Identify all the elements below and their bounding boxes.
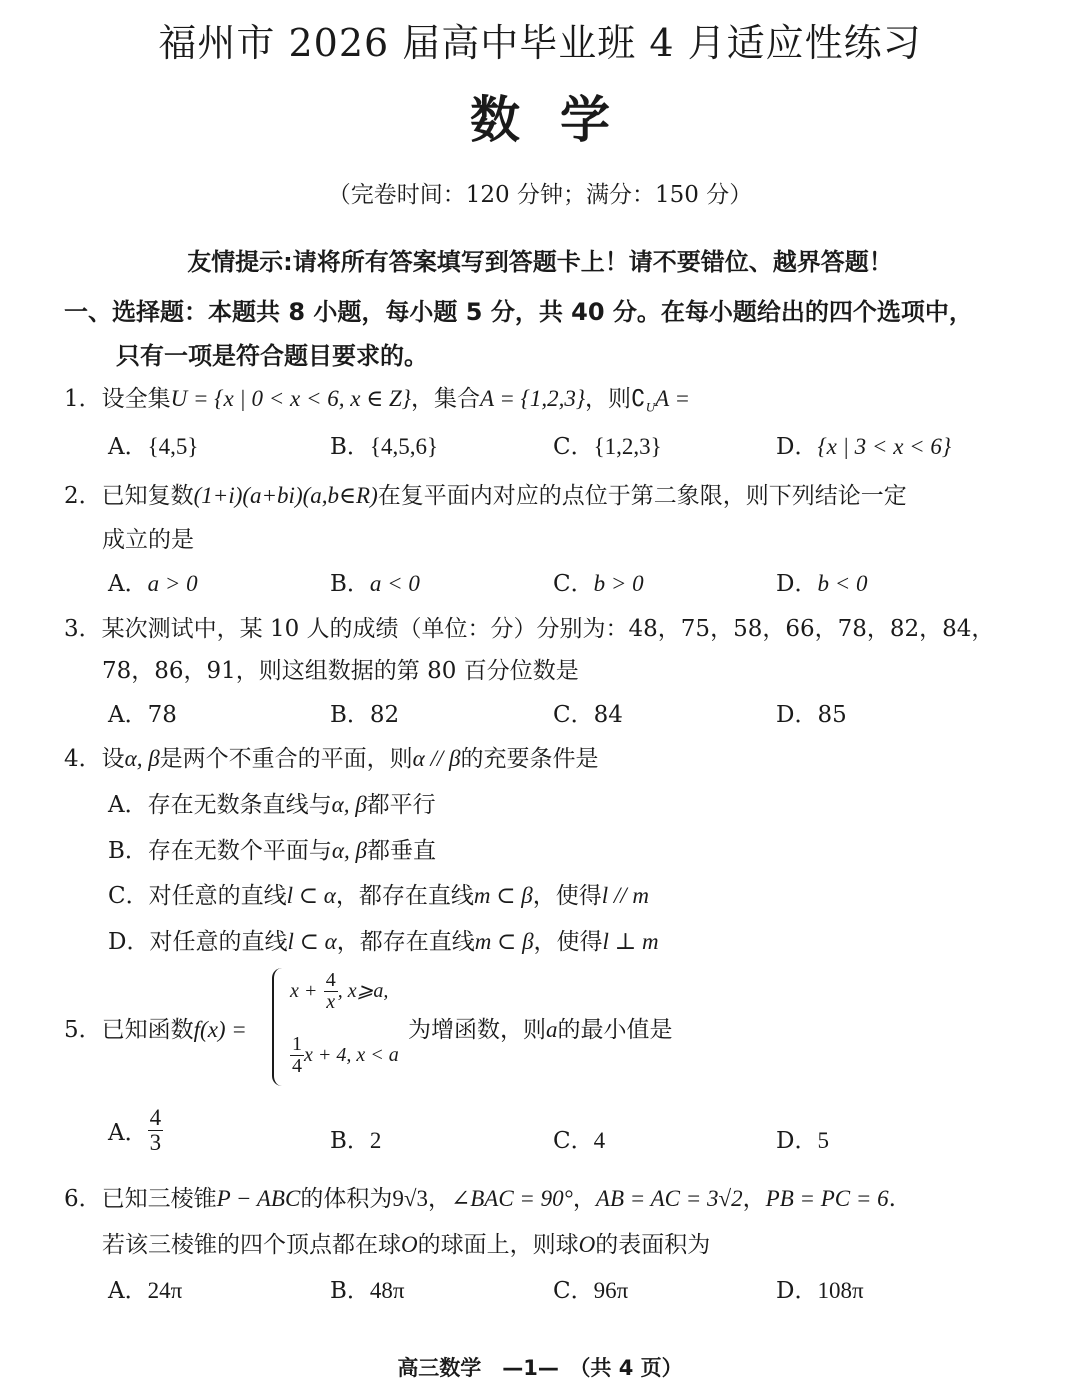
math-expression: l ⊂ α — [286, 883, 336, 908]
option-label: A． — [108, 792, 148, 818]
section-heading-line2: 只有一项是符合题目要求的。 — [116, 342, 428, 370]
q6-option-a — [108, 1272, 182, 1305]
fraction-denominator: 3 — [149, 1130, 162, 1156]
question-text: 若该三棱锥的四个顶点都在球 — [102, 1232, 401, 1258]
math-expression: 9√3 — [392, 1186, 428, 1211]
question-5-intro — [64, 1011, 247, 1044]
option-label: C． — [553, 571, 594, 597]
section-heading-line1: 一、选择题：本题共 8 小题，每小题 5 分，共 40 分。在每小题给出的四个选项中， — [64, 298, 973, 326]
math-expression: l // m — [601, 883, 649, 908]
q5-option-d — [776, 1122, 829, 1155]
option-text: 存在无数个平面与 — [147, 838, 332, 864]
math-expression: x + — [290, 980, 318, 1002]
math-expression: , x⩾a, — [337, 980, 389, 1002]
math-expression: P − ABC — [216, 1186, 301, 1211]
option-label: A． — [108, 702, 148, 728]
fraction — [148, 1106, 164, 1155]
question-5-tail — [408, 1011, 673, 1044]
q6-option-d — [776, 1272, 864, 1305]
question-text: . — [888, 1186, 896, 1212]
q3-option-c — [553, 696, 623, 729]
option-text: 108π — [817, 1278, 864, 1303]
question-text: ， — [427, 1186, 451, 1212]
option-label: A． — [108, 1120, 148, 1147]
option-text: 对任意的直线 — [148, 883, 287, 909]
option-label: D． — [776, 434, 818, 460]
option-label: B． — [330, 1128, 370, 1154]
q4-option-b — [108, 832, 436, 865]
q1-option-d — [776, 428, 951, 461]
page-footer: 高三数学 —1— （共 4 页） — [397, 1356, 683, 1380]
math-expression: l ⊂ α — [287, 929, 337, 954]
option-text: 对任意的直线 — [149, 929, 288, 955]
math-expression: U = {x | 0 < x < 6, x ∈ Z} — [170, 386, 411, 411]
question-text: 是两个不重合的平面，则 — [159, 746, 413, 772]
q4-option-a — [108, 786, 436, 819]
q2-option-c — [553, 565, 644, 598]
option-label: D． — [108, 929, 150, 955]
question-text: 的体积为 — [300, 1186, 393, 1212]
question-text: 的最小值是 — [557, 1017, 673, 1043]
question-3 — [64, 610, 994, 643]
option-label: A． — [108, 434, 148, 460]
q2-option-d — [776, 565, 867, 598]
q6-option-b — [330, 1272, 405, 1305]
q5-option-a — [108, 1106, 163, 1155]
q4-option-d — [108, 923, 659, 956]
option-label: C． — [108, 883, 149, 909]
complement-symbol: ∁ — [631, 386, 646, 411]
math-expression: AB = AC = 3√2 — [595, 1186, 743, 1211]
option-text: 84 — [593, 702, 623, 728]
option-text: 都平行 — [366, 792, 436, 818]
question-text: 已知函数 — [101, 1017, 194, 1043]
question-text: ，则 — [585, 386, 632, 412]
option-label: C． — [553, 1278, 594, 1304]
option-text: {x | 3 < x < 6} — [817, 434, 952, 459]
q1-option-b — [330, 428, 438, 461]
question-number: 6． — [64, 1186, 102, 1212]
q2-option-a — [108, 565, 198, 598]
math-expression: m ⊂ β — [474, 929, 534, 954]
option-text: b < 0 — [817, 571, 868, 596]
option-text: a > 0 — [147, 571, 198, 596]
q3-option-d — [776, 696, 847, 729]
question-text: 设 — [101, 746, 125, 772]
option-text: 24π — [147, 1278, 183, 1303]
math-expression: α, β — [331, 792, 367, 817]
option-text: 78 — [147, 702, 177, 728]
math-variable: a — [546, 1017, 558, 1042]
option-text: {1,2,3} — [593, 434, 662, 459]
option-label: C． — [553, 434, 594, 460]
option-label: D． — [776, 1278, 818, 1304]
q5-option-c — [553, 1122, 605, 1155]
q4-option-c — [108, 877, 649, 910]
piecewise-case-2 — [290, 1034, 399, 1077]
option-label: A． — [108, 571, 148, 597]
q3-option-b — [330, 696, 399, 729]
question-6-line2 — [102, 1226, 710, 1259]
option-label: B． — [330, 434, 370, 460]
q1-option-c — [553, 428, 662, 461]
q5-option-b — [330, 1122, 381, 1155]
fraction — [324, 970, 338, 1013]
question-text: 设全集 — [101, 386, 171, 412]
fraction-denominator: 4 — [292, 1055, 302, 1077]
option-text: {4,5,6} — [369, 434, 438, 459]
question-text: ， — [742, 1186, 766, 1212]
exam-title: 福州市 2026 届高中毕业班 4 月适应性练习 — [158, 21, 922, 65]
piecewise-brace — [272, 968, 288, 1086]
option-text: 都垂直 — [366, 838, 436, 864]
question-number: 2． — [64, 483, 102, 509]
exam-time-info: （完卷时间：120 分钟；满分：150 分） — [327, 182, 753, 208]
question-3-line2: 78，86，91，则这组数据的第 80 百分位数是 — [102, 658, 579, 684]
option-text: 4 — [593, 1128, 606, 1153]
option-text: 2 — [369, 1128, 382, 1153]
question-text: 某次测试中，某 10 人的成绩（单位：分）分别为：48，75，58，66，78，82，84， — [101, 616, 995, 642]
option-text: b > 0 — [593, 571, 644, 596]
question-text: 的充要条件是 — [460, 746, 599, 772]
option-text: a < 0 — [369, 571, 420, 596]
question-2-line2: 成立的是 — [102, 527, 194, 553]
question-number: 4． — [64, 746, 102, 772]
option-label: B． — [330, 1278, 370, 1304]
option-label: B． — [330, 702, 370, 728]
option-text: ，都存在直线 — [335, 883, 474, 909]
option-text: 48π — [369, 1278, 405, 1303]
question-number: 5． — [64, 1017, 102, 1043]
option-text: 5 — [817, 1128, 829, 1153]
option-text: ，都存在直线 — [336, 929, 475, 955]
piecewise-case-1 — [290, 970, 388, 1013]
option-label: C． — [553, 1128, 594, 1154]
q2-option-b — [330, 565, 420, 598]
question-text: 的球面上，则球 — [417, 1232, 579, 1258]
question-6 — [64, 1180, 896, 1213]
fraction-numerator: 1 — [292, 1033, 302, 1055]
option-label: D． — [776, 571, 818, 597]
option-text: 85 — [817, 702, 847, 728]
question-text: ， — [572, 1186, 596, 1212]
question-4 — [64, 740, 598, 773]
q1-option-a — [108, 428, 198, 461]
option-label: A． — [108, 1278, 148, 1304]
math-variable: O — [401, 1232, 418, 1257]
q3-option-a — [108, 696, 177, 729]
question-number: 3． — [64, 616, 102, 642]
option-text: {4,5} — [147, 434, 199, 459]
fraction-numerator: 4 — [149, 1105, 162, 1130]
math-expression: (1+i)(a+bi)(a,b∈R) — [193, 483, 378, 508]
question-text: 的表面积为 — [595, 1232, 711, 1258]
math-expression: α // β — [412, 746, 461, 771]
subject-heading: 数学 — [470, 91, 650, 149]
math-expression: A = — [655, 386, 690, 411]
q6-option-c — [553, 1272, 628, 1305]
friendly-tip: 友情提示:请将所有答案填写到答题卡上！请不要错位、越界答题！ — [187, 248, 893, 276]
question-text: 在复平面内对应的点位于第二象限，则下列结论一定 — [377, 483, 907, 509]
math-expression: A = {1,2,3} — [479, 386, 586, 411]
math-variable: O — [578, 1232, 596, 1257]
question-text: ，集合 — [410, 386, 480, 412]
option-text: 存在无数条直线与 — [147, 792, 332, 818]
question-1 — [64, 380, 690, 416]
fraction — [290, 1034, 304, 1077]
option-label: B． — [330, 571, 370, 597]
question-text: 为增函数，则 — [408, 1017, 546, 1043]
option-label: D． — [776, 1128, 818, 1154]
option-label: B． — [108, 838, 148, 864]
option-text: ，使得 — [532, 883, 602, 909]
math-expression: ∠BAC = 90° — [450, 1186, 573, 1211]
option-text: 82 — [369, 702, 400, 728]
math-expression: α, β — [124, 746, 160, 771]
math-expression: l ⊥ m — [602, 929, 659, 954]
question-text: 已知三棱锥 — [101, 1186, 217, 1212]
fraction-numerator: 4 — [325, 969, 336, 991]
math-expression: α, β — [331, 838, 367, 863]
complement-subscript: U — [645, 399, 656, 415]
math-expression: x + 4, x < a — [304, 1044, 399, 1066]
option-label: D． — [776, 702, 818, 728]
question-text: 已知复数 — [101, 483, 194, 509]
math-expression: m ⊂ β — [473, 883, 533, 908]
option-label: C． — [553, 702, 594, 728]
question-2 — [64, 477, 907, 510]
fraction-denominator: x — [326, 991, 336, 1013]
math-expression: PB = PC = 6 — [765, 1186, 889, 1211]
option-text: 96π — [593, 1278, 629, 1303]
function-name: f(x) = — [193, 1017, 247, 1042]
option-text: ，使得 — [533, 929, 603, 955]
question-number: 1． — [64, 386, 102, 412]
